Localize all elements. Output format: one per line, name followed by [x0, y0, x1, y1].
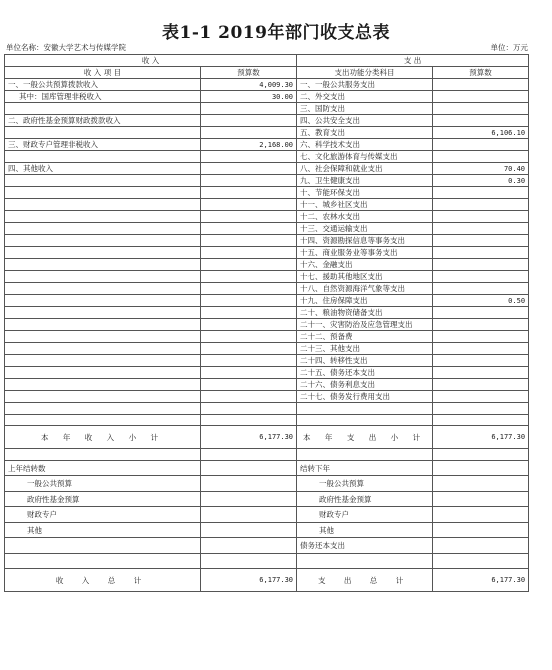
expense-header: 支 出: [297, 55, 529, 67]
income-total-label: 收 入 总 计: [5, 569, 201, 592]
expense-value-cell: [433, 91, 529, 103]
table-row: [5, 235, 529, 247]
carry-income-value: [201, 476, 297, 492]
income-item-cell: 二、政府性基金预算财政拨款收入: [5, 115, 201, 127]
income-item-cell: [5, 259, 201, 271]
income-value-cell: [201, 211, 297, 223]
income-total-value: 6,177.30: [201, 569, 297, 592]
income-item-cell: [5, 319, 201, 331]
expense-value-cell: [433, 379, 529, 391]
income-item-cell: [5, 283, 201, 295]
carry-row: [5, 538, 529, 554]
income-value-cell: [201, 283, 297, 295]
spacer-row: [5, 414, 529, 426]
total-row: [5, 569, 529, 592]
expense-item-cell: 十六、金融支出: [297, 259, 433, 271]
income-value-cell: [201, 187, 297, 199]
table-row: [5, 307, 529, 319]
income-item-cell: [5, 175, 201, 187]
table-row: [5, 259, 529, 271]
expense-value-cell: [433, 187, 529, 199]
expense-value-cell: [433, 343, 529, 355]
expense-value-cell: [433, 271, 529, 283]
carry-row: [5, 522, 529, 538]
income-value-cell: [201, 331, 297, 343]
income-value-cell: [201, 223, 297, 235]
income-subtotal-value: 6,177.30: [201, 426, 297, 449]
income-item-cell: [5, 379, 201, 391]
expense-item-cell: 十九、住房保障支出: [297, 295, 433, 307]
table-row: [5, 211, 529, 223]
carry-expense-label: 其他: [297, 522, 433, 538]
expense-item-cell: 八、社会保障和就业支出: [297, 163, 433, 175]
income-header: 收 入: [5, 55, 297, 67]
table-row: [5, 295, 529, 307]
subtotal-row: [5, 426, 529, 449]
table-row: [5, 103, 529, 115]
expense-value-cell: [433, 139, 529, 151]
carry-expense-label: 政府性基金预算: [297, 491, 433, 507]
income-item-cell: [5, 295, 201, 307]
income-value-cell: [201, 271, 297, 283]
expense-total-value: 6,177.30: [433, 569, 529, 592]
income-value-cell: [201, 175, 297, 187]
table-row: [5, 163, 529, 175]
table-row: [5, 175, 529, 187]
carry-expense-value: [433, 538, 529, 554]
expense-item-header: 支出功能分类科目: [297, 67, 433, 79]
income-item-cell: 其中：国库管理非税收入: [5, 91, 201, 103]
table-row: [5, 115, 529, 127]
table-row: [5, 271, 529, 283]
income-item-cell: [5, 151, 201, 163]
carry-income-label: 政府性基金预算: [5, 491, 201, 507]
income-item-cell: [5, 187, 201, 199]
income-subtotal-label: 本 年 收 入 小 计: [5, 426, 201, 449]
income-value-cell: [201, 295, 297, 307]
expense-item-cell: 二十四、转移性支出: [297, 355, 433, 367]
income-item-cell: [5, 103, 201, 115]
unit-label: 单位：万元: [490, 43, 528, 52]
spacer-row: [5, 553, 529, 569]
income-value-cell: [201, 199, 297, 211]
carry-income-label: 其他: [5, 522, 201, 538]
income-budget-header: 预算数: [201, 67, 297, 79]
empty-cell: [433, 403, 529, 415]
expense-value-cell: [433, 307, 529, 319]
expense-item-cell: 二十七、债务发行费用支出: [297, 391, 433, 403]
income-item-cell: [5, 235, 201, 247]
expense-value-cell: 6,106.10: [433, 127, 529, 139]
income-item-cell: [5, 247, 201, 259]
empty-cell: [201, 403, 297, 415]
expense-value-cell: 70.40: [433, 163, 529, 175]
expense-value-cell: [433, 259, 529, 271]
table-row: [5, 91, 529, 103]
expense-value-cell: [433, 331, 529, 343]
income-item-cell: [5, 199, 201, 211]
table-row: [5, 283, 529, 295]
budget-table: [4, 54, 529, 592]
empty-cell: [5, 553, 201, 569]
income-item-cell: 四、其他收入: [5, 163, 201, 175]
income-item-cell: 三、财政专户管理非税收入: [5, 139, 201, 151]
expense-value-cell: [433, 211, 529, 223]
expense-item-cell: 二十二、预备费: [297, 331, 433, 343]
expense-item-cell: 四、公共安全支出: [297, 115, 433, 127]
expense-item-cell: 十四、资源勘探信息等事务支出: [297, 235, 433, 247]
expense-value-cell: [433, 247, 529, 259]
expense-value-cell: [433, 355, 529, 367]
income-item-cell: [5, 223, 201, 235]
spacer-row: [5, 449, 529, 461]
empty-cell: [5, 449, 201, 461]
expense-item-cell: 十一、城乡社区支出: [297, 199, 433, 211]
income-item-cell: [5, 211, 201, 223]
income-item-cell: [5, 331, 201, 343]
income-value-cell: [201, 151, 297, 163]
expense-item-cell: 六、科学技术支出: [297, 139, 433, 151]
empty-cell: [433, 553, 529, 569]
income-value-cell: [201, 103, 297, 115]
carry-row: [5, 460, 529, 476]
income-value-cell: [201, 259, 297, 271]
income-value-cell: [201, 379, 297, 391]
empty-cell: [5, 414, 201, 426]
table-row: [5, 151, 529, 163]
income-value-cell: [201, 163, 297, 175]
income-item-cell: [5, 391, 201, 403]
expense-value-cell: [433, 103, 529, 115]
expense-subtotal-label: 本 年 支 出 小 计: [297, 426, 433, 449]
unit-name: 单位名称：安徽大学艺术与传媒学院: [6, 43, 126, 52]
expense-value-cell: [433, 115, 529, 127]
income-item-cell: [5, 271, 201, 283]
expense-value-cell: [433, 151, 529, 163]
income-value-cell: [201, 391, 297, 403]
table-row: [5, 187, 529, 199]
carry-income-value: [201, 507, 297, 523]
table-row: [5, 319, 529, 331]
expense-item-cell: 十五、商业服务业等事务支出: [297, 247, 433, 259]
expense-budget-header: 预算数: [433, 67, 529, 79]
income-item-cell: [5, 307, 201, 319]
expense-item-cell: 二十六、债务利息支出: [297, 379, 433, 391]
table-row: [5, 355, 529, 367]
carry-row: [5, 491, 529, 507]
empty-cell: [297, 449, 433, 461]
expense-item-cell: 十八、自然资源海洋气象等支出: [297, 283, 433, 295]
carry-row: [5, 507, 529, 523]
expense-value-cell: [433, 79, 529, 91]
income-value-cell: 2,168.00: [201, 139, 297, 151]
empty-cell: [201, 553, 297, 569]
expense-item-cell: 五、教育支出: [297, 127, 433, 139]
income-value-cell: [201, 319, 297, 331]
empty-cell: [433, 414, 529, 426]
header-row-top: [5, 55, 529, 67]
table-row: [5, 367, 529, 379]
table-row: [5, 391, 529, 403]
income-value-cell: 30.00: [201, 91, 297, 103]
income-value-cell: [201, 355, 297, 367]
expense-item-cell: 七、文化旅游体育与传媒支出: [297, 151, 433, 163]
expense-item-cell: 二十三、其他支出: [297, 343, 433, 355]
expense-value-cell: [433, 319, 529, 331]
carry-income-value: [201, 460, 297, 476]
expense-item-cell: 十二、农林水支出: [297, 211, 433, 223]
income-item-cell: [5, 343, 201, 355]
income-value-cell: [201, 367, 297, 379]
empty-cell: [297, 403, 433, 415]
income-value-cell: [201, 127, 297, 139]
expense-item-cell: 一、一般公共服务支出: [297, 79, 433, 91]
expense-value-cell: 0.50: [433, 295, 529, 307]
carry-expense-label: 财政专户: [297, 507, 433, 523]
income-value-cell: [201, 247, 297, 259]
income-item-header: 收 入 项 目: [5, 67, 201, 79]
table-row: [5, 127, 529, 139]
income-item-cell: [5, 367, 201, 379]
empty-cell: [297, 553, 433, 569]
income-item-cell: [5, 127, 201, 139]
carry-expense-value: [433, 460, 529, 476]
income-value-cell: [201, 115, 297, 127]
carry-expense-value: [433, 522, 529, 538]
carry-income-label: 一般公共预算: [5, 476, 201, 492]
expense-value-cell: [433, 283, 529, 295]
expense-value-cell: [433, 367, 529, 379]
carry-income-label: [5, 538, 201, 554]
carry-income-value: [201, 538, 297, 554]
expense-item-cell: 十三、交通运输支出: [297, 223, 433, 235]
expense-value-cell: [433, 235, 529, 247]
empty-cell: [201, 414, 297, 426]
expense-value-cell: [433, 199, 529, 211]
table-row: [5, 331, 529, 343]
expense-item-cell: 三、国防支出: [297, 103, 433, 115]
spacer-row: [5, 403, 529, 415]
empty-cell: [201, 449, 297, 461]
expense-item-cell: 十、节能环保支出: [297, 187, 433, 199]
empty-cell: [297, 414, 433, 426]
expense-item-cell: 九、卫生健康支出: [297, 175, 433, 187]
income-item-cell: 一、一般公共预算拨款收入: [5, 79, 201, 91]
expense-value-cell: [433, 223, 529, 235]
page-title: 表1-1 2019年部门收支总表: [162, 23, 390, 43]
header-row-sub: [5, 67, 529, 79]
expense-item-cell: 十七、援助其他地区支出: [297, 271, 433, 283]
carry-row: [5, 476, 529, 492]
table-row: [5, 223, 529, 235]
carry-expense-value: [433, 476, 529, 492]
carry-income-value: [201, 522, 297, 538]
carry-income-label: 财政专户: [5, 507, 201, 523]
empty-cell: [433, 449, 529, 461]
expense-subtotal-value: 6,177.30: [433, 426, 529, 449]
carry-expense-label: 结转下年: [297, 460, 433, 476]
income-value-cell: 4,009.30: [201, 79, 297, 91]
income-value-cell: [201, 343, 297, 355]
expense-total-label: 支 出 总 计: [297, 569, 433, 592]
expense-item-cell: 二、外交支出: [297, 91, 433, 103]
carry-expense-label: 一般公共预算: [297, 476, 433, 492]
carry-expense-value: [433, 507, 529, 523]
table-row: [5, 247, 529, 259]
table-row: [5, 139, 529, 151]
income-value-cell: [201, 307, 297, 319]
table-row: [5, 379, 529, 391]
carry-expense-value: [433, 491, 529, 507]
table-row: [5, 199, 529, 211]
income-item-cell: [5, 355, 201, 367]
expense-item-cell: 二十、粮油物资储备支出: [297, 307, 433, 319]
expense-value-cell: 0.30: [433, 175, 529, 187]
income-value-cell: [201, 235, 297, 247]
expense-item-cell: 二十五、债务还本支出: [297, 367, 433, 379]
expense-item-cell: 二十一、灾害防治及应急管理支出: [297, 319, 433, 331]
table-row: [5, 343, 529, 355]
empty-cell: [5, 403, 201, 415]
carry-income-value: [201, 491, 297, 507]
carry-income-label: 上年结转数: [5, 460, 201, 476]
carry-expense-label: 债务还本支出: [297, 538, 433, 554]
table-row: [5, 79, 529, 91]
expense-value-cell: [433, 391, 529, 403]
